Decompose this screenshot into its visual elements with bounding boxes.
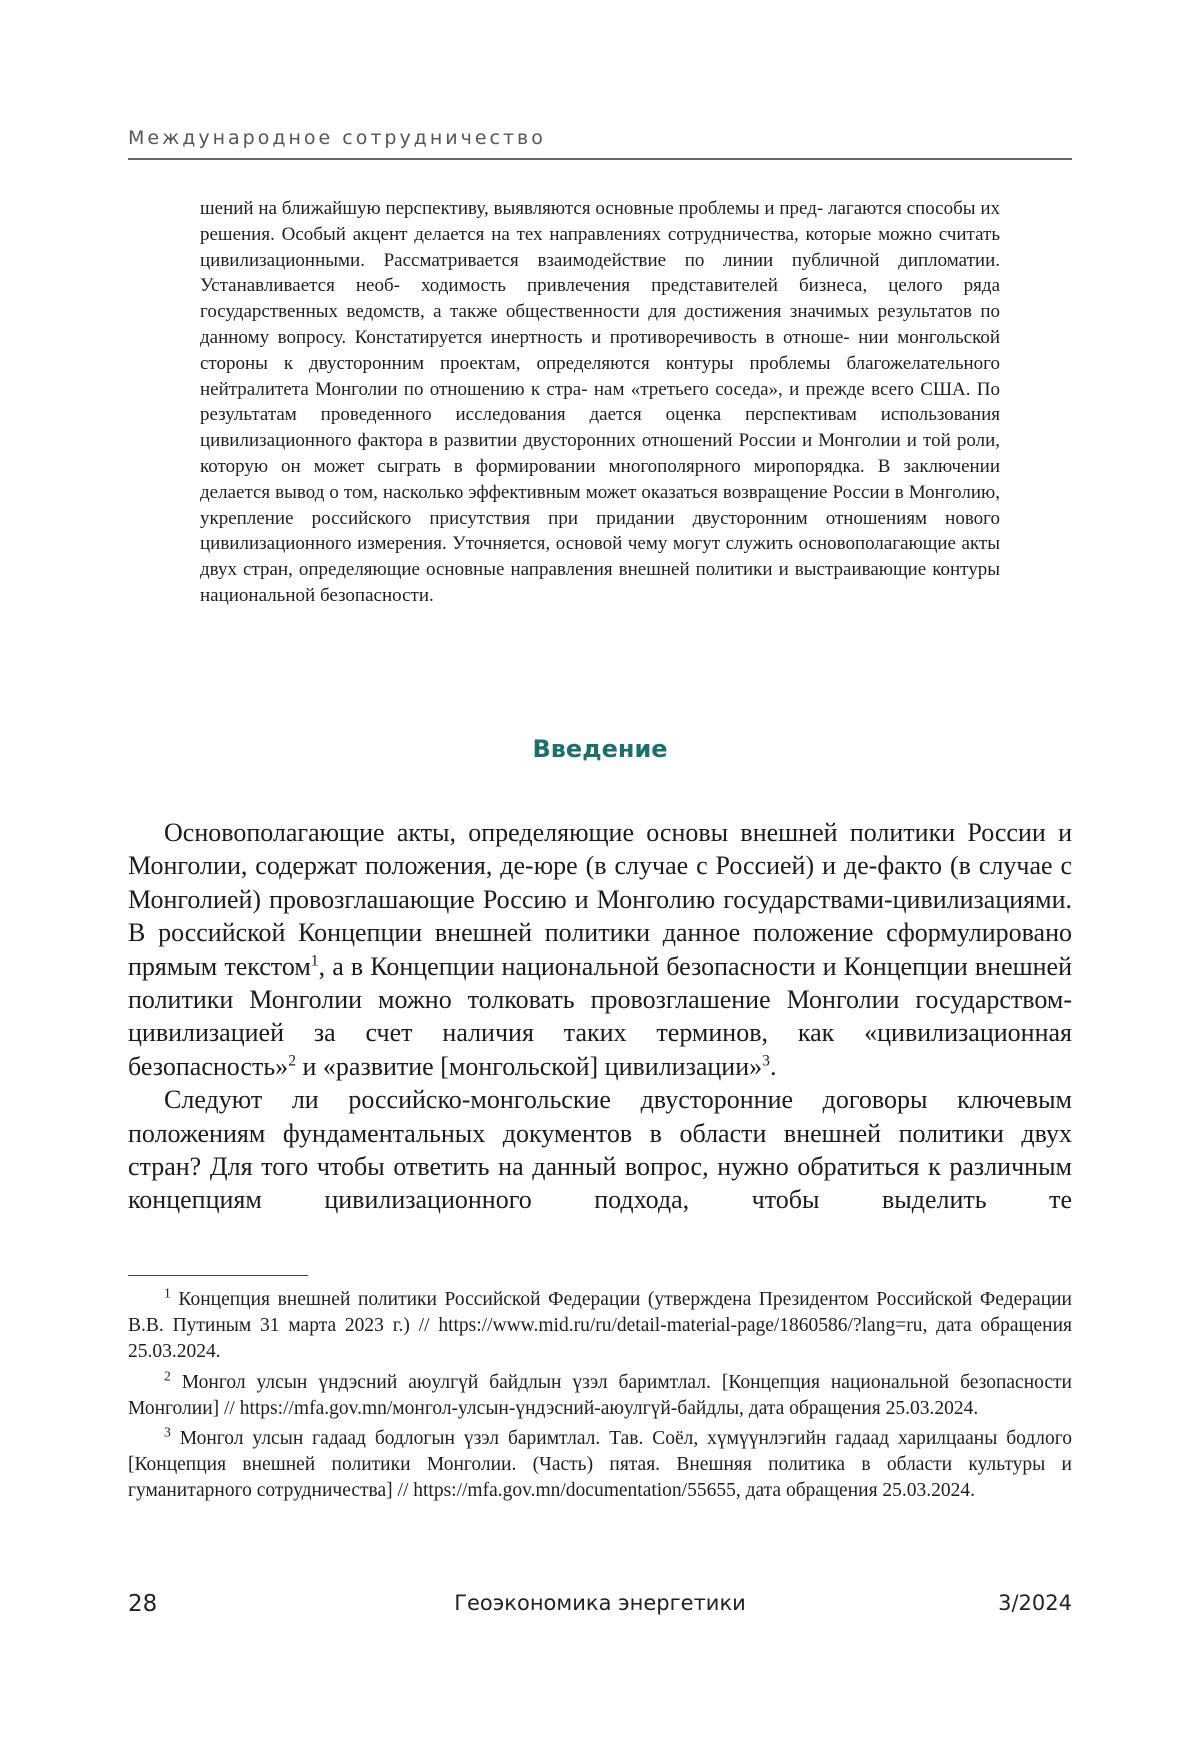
- header-rule: [128, 158, 1072, 160]
- footnote-ref-3[interactable]: 3: [762, 1052, 770, 1070]
- footnote-number: 2: [164, 1368, 171, 1384]
- abstract: [200, 196, 1000, 609]
- abstract-line: шений на ближайшую перспективу, выявляются основные проблемы и пред-: [200, 198, 824, 219]
- footnote-3: [128, 1426, 1072, 1505]
- abstract-line: контуры национальной безопасности.: [200, 559, 1000, 606]
- section-heading: Введение: [532, 735, 668, 763]
- abstract-line: лагаются способы их решения. Особый акцент делается на тех направлениях: [200, 198, 1000, 245]
- body-text-run: и «развитие [монгольской] цивилизации»: [295, 1051, 763, 1081]
- abstract-line: Уточняется, основой чему могут служить основополагающие акты двух стран,: [200, 533, 1000, 581]
- footnote-text: Концепция внешней политики Российской Федерации (утверждена Президентом Российской Федерации В.В. Путиным 31 марта 2023 г.) // https://www.mid.ru/ru/detail-material-page/1860586/?lang=ru, дата обращения 25.03.2024.: [128, 1289, 1072, 1363]
- abstract-line: взаимодействие по линии публичной дипломатии. Устанавливается необ-: [200, 249, 1001, 297]
- body-text-run: .: [769, 1051, 777, 1081]
- footnote-number: 1: [164, 1285, 171, 1301]
- body-text: [128, 816, 1072, 1217]
- abstract-line: фактора в развитии двусторонних отношений России и Монголии и той роли,: [357, 430, 1000, 452]
- footnote-ref-2[interactable]: 2: [288, 1052, 296, 1070]
- footnotes: [128, 1287, 1072, 1509]
- abstract-line: исследования дается оценка перспективам использования цивилизационного: [200, 404, 1000, 452]
- footnote-ref-1[interactable]: 1: [310, 951, 319, 969]
- footnote-2: [128, 1370, 1072, 1422]
- issue-number: 3/2024: [998, 1591, 1072, 1615]
- body-paragraph-1: [128, 816, 1072, 1083]
- abstract-line: заключении делается вывод о том, насколько эффективным может оказаться: [200, 455, 1001, 503]
- abstract-line: придании двусторонним отношениям нового цивилизационного измерения.: [200, 507, 1000, 555]
- body-paragraph-2: Следуют ли российско-монгольские двусторонние договоры ключевым положениям фундаментальных документов в области внешней политики двух стран? Для того чтобы ответить на данный вопрос, нужно обратиться к различным концепциям цивилизационного подхода, чтобы выделить те: [128, 1085, 1072, 1215]
- footnote-1: [128, 1287, 1072, 1366]
- abstract-line: возвращение России в Монголию, укрепление российского присутствия при: [200, 481, 1001, 529]
- body-text-run: , а в Концепции национальной безопасности и Концепции внешней политики Монголии можно толковать провозглашение Монголии государством-цивилизацией за счет наличия таких терминов, как «цивилизационная безопасность»: [128, 951, 1072, 1081]
- footnote-text: Монгол улсын гадаад бодлогын үзэл баримтлал. Тав. Соёл, хүмүүнлэгийн гадаад харилцааны бодлого [Концепция внешней политики Монголии. (Часть) пятая. Внешняя политика в области культуры и гуманитарного сотрудничества] // https://mfa.gov.mn/documentation/55655, дата обращения 25.03.2024.: [128, 1428, 1072, 1502]
- running-header: Международное сотрудничество: [128, 127, 546, 149]
- body-text-run: Основополагающие акты, определяющие основы внешней политики России и Монголии, содержат положения, де-юре (в случае с Россией) и де-факто (в случае с Монголией) провозглашающие Россию и Монголию государствами-цивилизациями. В российской Концепции внешней политики данное положение сформулировано прямым текстом: [128, 818, 1072, 981]
- abstract-text: [200, 196, 1000, 609]
- abstract-line: ведомств, а также общественности для достижения значимых результатов по: [346, 301, 1001, 323]
- abstract-line: нам «третьего соседа», и прежде всего США. По результатам проведенного: [200, 378, 1000, 426]
- footnote-rule: [128, 1275, 308, 1276]
- abstract-line: которую он может сыграть в формировании многополярного миропорядка. В: [200, 455, 891, 477]
- abstract-line: нии монгольской стороны к двусторонним проектам, определяются контуры: [200, 326, 1001, 374]
- abstract-line: определяющие основные направления внешней политики и выстраивающие: [298, 559, 927, 581]
- abstract-line: ходимость привлечения представителей бизнеса, целого ряда государственных: [200, 275, 1001, 323]
- abstract-line: данному вопросу. Констатируется инертность и противоречивость в отноше-: [200, 326, 850, 348]
- abstract-line: сотрудничества, которые можно считать цивилизационными. Рассматривается: [200, 223, 1001, 271]
- page-footer: [128, 1591, 1072, 1621]
- footnote-text: Монгол улсын үндэсний аюулгүй байдлын үзэл баримтлал. [Концепция национальной безопасности Монголии] // https://mfa.gov.mn/монгол-улсын-үндэсний-аюулгүй-байдлы, дата обращения 25.03.2024.: [128, 1371, 1072, 1419]
- page-number: 28: [128, 1591, 158, 1617]
- abstract-line: проблемы благожелательного нейтралитета Монголии по отношению к стра-: [200, 352, 1001, 400]
- journal-title: Геоэкономика энергетики: [454, 1591, 746, 1615]
- footnote-number: 3: [164, 1424, 171, 1440]
